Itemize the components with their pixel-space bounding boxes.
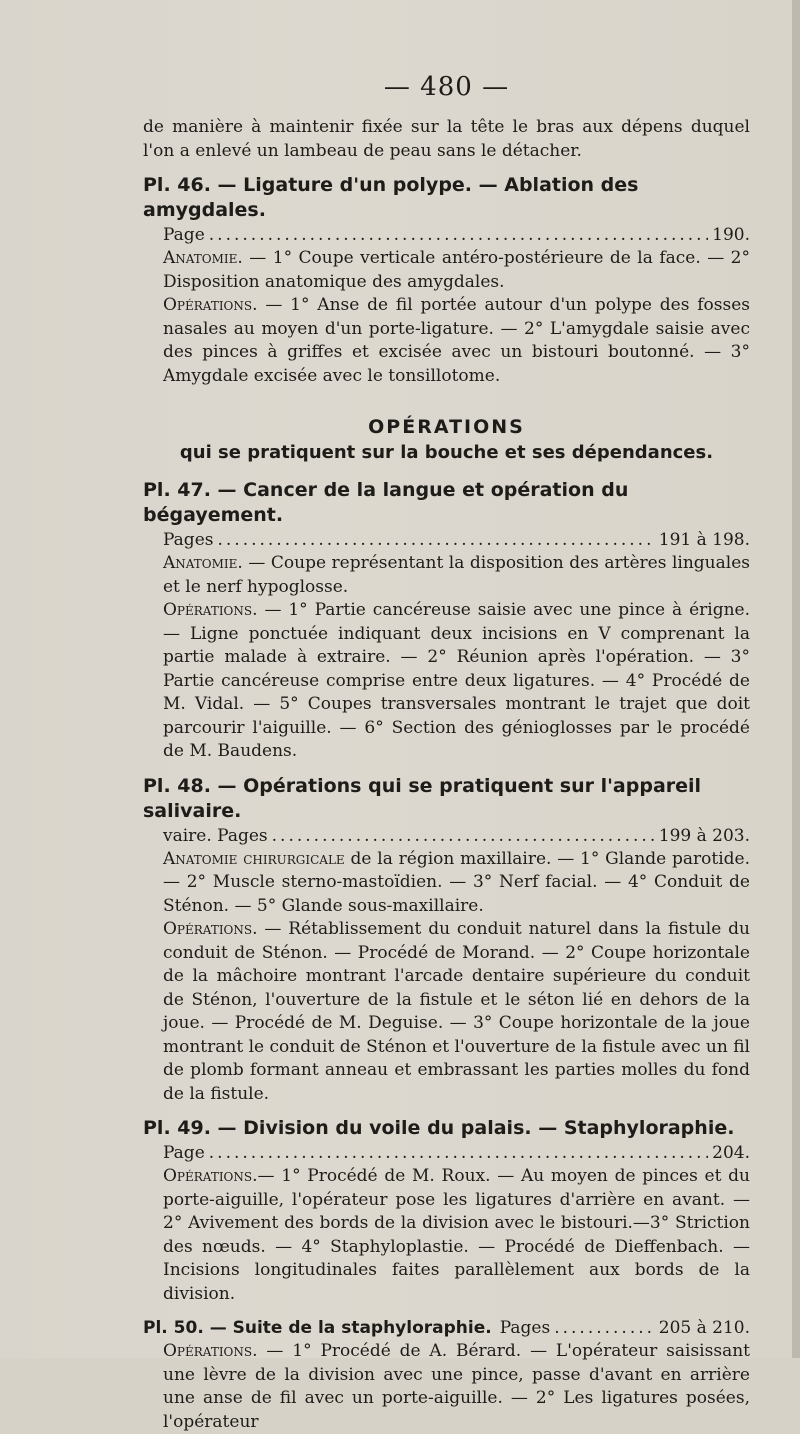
anatomy-label: Anatomie.: [163, 248, 243, 268]
plate-48-pages: [163, 824, 750, 848]
plate-46-page-label: Page: [163, 225, 205, 245]
plate-46-anatomy: [163, 247, 750, 294]
plate-49-pages: [163, 1141, 750, 1165]
leader-dots: [554, 1316, 655, 1340]
operations-label: Opérations.: [163, 919, 258, 939]
plate-49-title: Pl. 49. — Division du voile du palais. — Staphyloraphie.: [143, 1117, 735, 1139]
plate-47-title: Pl. 47. — Cancer de la langue et opération du bégayement.: [143, 479, 629, 526]
plate-50-page-number: 205 à 210.: [658, 1318, 750, 1338]
page-edge: [792, 0, 800, 1358]
intro-paragraph: de manière à maintenir fixée sur la tête le bras aux dépens duquel l'on a enlevé un lambeau de peau sans le détacher.: [143, 117, 750, 161]
plate-49-operations: [163, 1165, 750, 1306]
plate-46-pages: [163, 223, 750, 247]
plate-46-operations: [163, 294, 750, 388]
anatomy-text: — Coupe représentant la disposition des artères linguales et le nerf hypoglosse.: [163, 553, 750, 597]
operations-text: — 1° Anse de fil portée autour d'un polype des fosses nasales au moyen d'un porte-ligature. — 2° L'amygdale saisie avec des pinces à griffes et excisée avec un bistouri boutonné. — 3° Amygdale excisée avec le tonsillotome.: [163, 295, 750, 386]
anatomy-text: de la région maxillaire. — 1° Glande parotide. — 2° Muscle sterno-mastoïdien. — 3° Nerf facial. — 4° Conduit de Sténon. — 5° Glande sous-maxillaire.: [163, 848, 751, 916]
plate-48-title: Pl. 48. — Opérations qui se pratiquent sur l'appareil salivaire.: [143, 774, 702, 822]
plate-48-anatomy: [163, 848, 750, 919]
leader-dots: [272, 824, 655, 848]
plate-49-page-label: Page: [163, 1143, 205, 1163]
leader-dots: [209, 223, 708, 247]
plate-47-page-label: Pages: [163, 530, 214, 550]
operations-label: Opérations.: [163, 1166, 258, 1186]
operations-label: Opérations.: [163, 295, 258, 315]
plate-50-operations: [163, 1340, 750, 1434]
page-number: — 480 —: [383, 72, 510, 102]
plate-47-operations: [163, 599, 750, 764]
plate-49-page-number: 204.: [712, 1143, 750, 1163]
leader-dots: [209, 1141, 708, 1165]
plate-50-header: [143, 1316, 750, 1340]
plate-47-anatomy: [163, 552, 750, 599]
operations-label: Opérations.: [163, 600, 258, 620]
operations-label: Opérations.: [163, 1341, 258, 1361]
plate-47-pages: [163, 528, 750, 552]
plate-46-page-number: 190.: [712, 225, 750, 245]
anatomy-label: Anatomie.: [163, 553, 243, 573]
section-subtitle: qui se pratiquent sur la bouche et ses dépendances.: [179, 442, 714, 463]
plate-48-page-label: vaire. Pages: [163, 825, 268, 846]
leader-dots: [217, 528, 654, 552]
operations-text: — 1° Procédé de A. Bérard. — L'opérateur saisissant une lèvre de la division avec une pince, passe d'avant en arrière une anse de fil avec un porte-aiguille. — 2° Les ligatures posées, l'opérateur: [163, 1341, 750, 1432]
operations-text: — Rétablissement du conduit naturel dans la fistule du conduit de Sténon. — Procédé de Morand. — 2° Coupe horizontale de la mâchoire montrant l'arcade dentaire supérieure du conduit de Sténon, l'ouverture de la fistule et le séton lié en dehors de la joue. — Procédé de M. Deguise. — 3° Coupe horizontale de la joue montrant le conduit de Sténon et l'ouverture de la fistule avec un fil de plomb formant anneau et embrassant les parties molles du fond de la fistule.: [163, 919, 750, 1104]
plate-50-page-label: Pages: [499, 1318, 551, 1338]
anatomy-label: Anatomie chirurgicale: [163, 848, 345, 869]
section-title: OPÉRATIONS: [368, 416, 525, 438]
plate-47-page-number: 191 à 198.: [658, 530, 750, 550]
plate-46-title: Pl. 46. — Ligature d'un polype. — Ablation des amygdales.: [143, 174, 639, 221]
plate-50-title: Pl. 50. — Suite de la staphyloraphie.: [143, 1318, 492, 1338]
operations-text: — 1° Partie cancéreuse saisie avec une pince à érigne. — Ligne ponctuée indiquant deux incisions en V comprenant la partie malade à extraire. — 2° Réunion après l'opération. — 3° Partie cancéreuse comprise entre deux ligatures. — 4° Procédé de M. Vidal. — 5° Coupes transversales montrant le trajet que doit parcourir l'aiguille. — 6° Section des génioglosses par le procédé de M. Baudens.: [163, 600, 750, 761]
operations-text: — 1° Procédé de M. Roux. — Au moyen de pinces et du porte-aiguille, l'opérateur pose les ligatures d'arrière en avant. — 2° Avivement des bords de la division avec le bistouri.—3° Striction des nœuds. — 4° Staphyloplastie. — Procédé de Dieffenbach. — Incisions longitudinales faites parallèlement aux bords de la division.: [163, 1166, 750, 1304]
anatomy-text: — 1° Coupe verticale antéro-postérieure de la face. — 2° Disposition anatomique des amygdales.: [163, 248, 750, 292]
plate-48-page-number: 199 à 203.: [658, 825, 750, 846]
plate-48-operations: [163, 918, 750, 1106]
